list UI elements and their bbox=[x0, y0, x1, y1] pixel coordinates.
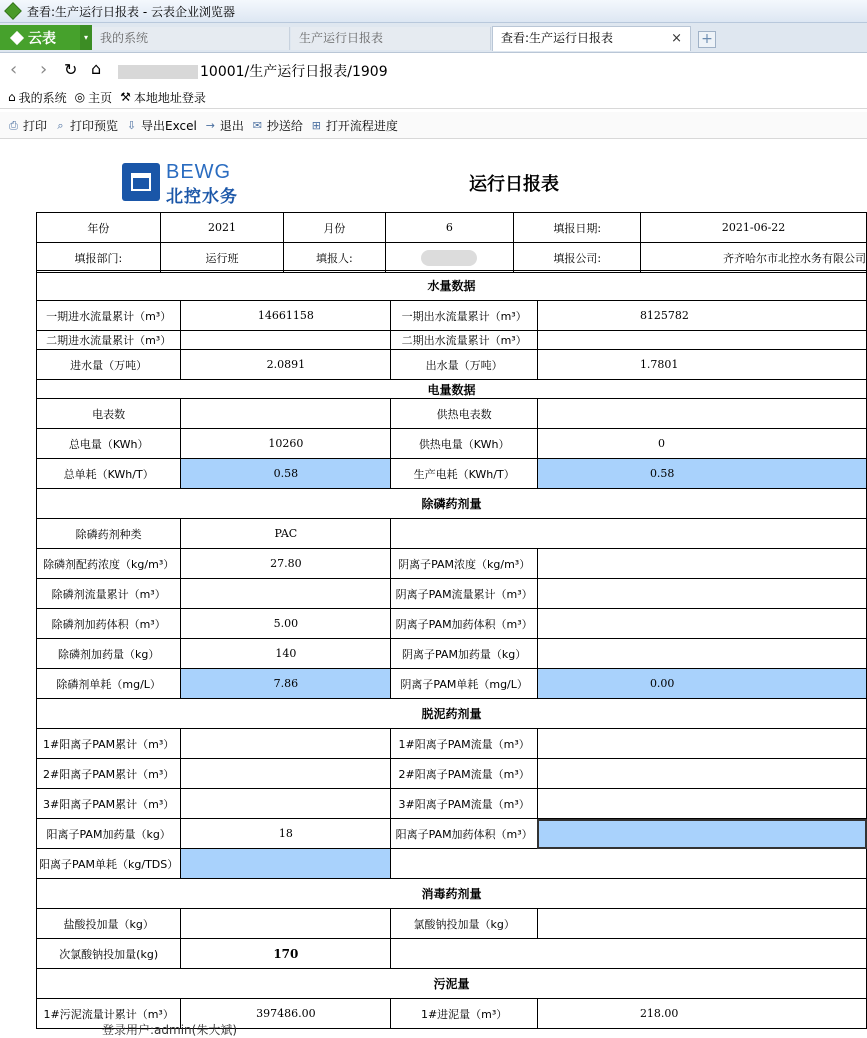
outflow-label: 出水量（万吨） bbox=[391, 350, 538, 380]
power-unit-label: 总单耗（KWh/T） bbox=[37, 459, 181, 489]
table-row bbox=[37, 429, 867, 459]
cpam1-total-value[interactable] bbox=[181, 729, 391, 759]
fav-local-login[interactable] bbox=[120, 89, 206, 106]
globe-icon: ◎ bbox=[74, 90, 86, 104]
water-in1-label: 一期进水流量累计（m³） bbox=[37, 301, 181, 331]
table-row bbox=[37, 639, 867, 669]
cpam-unit-blank bbox=[391, 849, 867, 879]
heat-meter-label: 供热电表数 bbox=[391, 399, 538, 429]
company-value[interactable]: 齐齐哈尔市北控水务有限公司 bbox=[641, 243, 867, 273]
table-row bbox=[37, 699, 867, 729]
preview-label: 打印预览 bbox=[70, 118, 119, 133]
pam-vol-value[interactable] bbox=[537, 609, 866, 639]
sludge-in1-value[interactable]: 218.00 bbox=[537, 999, 866, 1029]
fav-label: 主页 bbox=[88, 90, 113, 105]
cpam2-total-value[interactable] bbox=[181, 759, 391, 789]
cpam3-total-label: 3#阳离子PAM累计（m³） bbox=[37, 789, 181, 819]
person-label: 填报人: bbox=[284, 243, 385, 273]
table-row bbox=[37, 729, 867, 759]
water-in2-value[interactable] bbox=[181, 331, 391, 350]
water-out2-label: 二期出水流量累计（m³） bbox=[391, 331, 538, 350]
person-value[interactable] bbox=[385, 243, 514, 273]
dept-value[interactable]: 运行班 bbox=[160, 243, 284, 273]
table-row bbox=[37, 380, 867, 399]
water-in2-label: 二期进水流量累计（m³） bbox=[37, 331, 181, 350]
table-row bbox=[37, 519, 867, 549]
section-disinfect-title: 消毒药剂量 bbox=[37, 879, 867, 909]
tab-my-system[interactable] bbox=[92, 27, 290, 50]
cpam-unit-label: 阳离子PAM单耗（kg/TDS） bbox=[37, 849, 181, 879]
print-label: 打印 bbox=[23, 118, 48, 133]
logo-text-cn: 北控水务 bbox=[166, 187, 238, 207]
table-row bbox=[37, 399, 867, 429]
inflow-label: 进水量（万吨） bbox=[37, 350, 181, 380]
favorites-bar bbox=[0, 86, 867, 109]
table-row bbox=[37, 789, 867, 819]
sludge-in1-label: 1#进泥量（m³） bbox=[391, 999, 538, 1029]
company-label: 填报公司: bbox=[514, 243, 641, 273]
sludge-flow1-label: 1#污泥流量计累计（m³） bbox=[37, 999, 181, 1029]
print-button[interactable] bbox=[7, 117, 47, 134]
water-out2-value[interactable] bbox=[537, 331, 866, 350]
pam-flow-value[interactable] bbox=[537, 579, 866, 609]
back-icon[interactable]: ‹ bbox=[10, 59, 18, 80]
logo-emblem-icon bbox=[122, 163, 160, 201]
app-logo-icon bbox=[4, 2, 22, 20]
phos-type-value[interactable]: PAC bbox=[181, 519, 391, 549]
address-redacted bbox=[118, 65, 198, 79]
dept-label: 填报部门: bbox=[37, 243, 161, 273]
printer-icon: ⎙ bbox=[9, 118, 18, 132]
navigation-bar bbox=[0, 53, 867, 85]
window-titlebar bbox=[0, 0, 867, 23]
tab-label: 生产运行日报表 bbox=[299, 31, 384, 45]
export-label: 导出Excel bbox=[141, 118, 197, 133]
phos-dose-value[interactable]: 140 bbox=[181, 639, 391, 669]
cpam2-flow-value[interactable] bbox=[537, 759, 866, 789]
table-row bbox=[37, 609, 867, 639]
tab-label: 我的系统 bbox=[100, 31, 149, 45]
table-row bbox=[37, 549, 867, 579]
print-preview-button[interactable] bbox=[54, 117, 118, 134]
phos-conc-value[interactable]: 27.80 bbox=[181, 549, 391, 579]
table-row bbox=[37, 849, 867, 879]
power-prod-value[interactable]: 0.58 bbox=[537, 459, 866, 489]
meter-label: 电表数 bbox=[37, 399, 181, 429]
phos-dose-label: 除磷剂加药量（kg） bbox=[37, 639, 181, 669]
water-out1-value[interactable]: 8125782 bbox=[537, 301, 866, 331]
table-row bbox=[37, 879, 867, 909]
cpam-dose-value[interactable]: 18 bbox=[181, 819, 391, 849]
phos-flow-label: 除磷剂流量累计（m³） bbox=[37, 579, 181, 609]
section-water-title: 水量数据 bbox=[37, 271, 867, 301]
brand-diamond-icon bbox=[10, 30, 24, 44]
report-table bbox=[36, 212, 867, 273]
grid-icon: ⊞ bbox=[311, 118, 321, 132]
magnifier-icon: ⌕ bbox=[57, 118, 64, 132]
section-sludge-agent-title: 脱泥药剂量 bbox=[37, 699, 867, 729]
table-row bbox=[37, 271, 867, 301]
wrench-icon: ⚒ bbox=[120, 90, 131, 104]
cpam3-total-value[interactable] bbox=[181, 789, 391, 819]
send-icon: ✉ bbox=[252, 118, 262, 132]
cpam3-flow-label: 3#阳离子PAM流量（m³） bbox=[391, 789, 538, 819]
table-row bbox=[37, 579, 867, 609]
phos-unit-label: 除磷剂单耗（mg/L） bbox=[37, 669, 181, 699]
fav-home[interactable] bbox=[75, 89, 113, 106]
table-row bbox=[37, 939, 867, 969]
refresh-icon[interactable]: ↻ bbox=[64, 60, 78, 79]
sludge-flow1-value[interactable]: 397486.00 bbox=[181, 999, 391, 1029]
phos-type-label: 除磷药剂种类 bbox=[37, 519, 181, 549]
tab-report[interactable] bbox=[291, 27, 491, 50]
date-value[interactable]: 2021-06-22 bbox=[641, 213, 867, 243]
table-row bbox=[37, 669, 867, 699]
table-row bbox=[37, 243, 867, 273]
exit-label: 退出 bbox=[219, 118, 244, 133]
table-row bbox=[37, 459, 867, 489]
power-heat-value[interactable]: 0 bbox=[537, 429, 866, 459]
cpam3-flow-value[interactable] bbox=[537, 789, 866, 819]
report-title: 运行日报表 bbox=[469, 174, 559, 195]
power-prod-label: 生产电耗（KWh/T） bbox=[391, 459, 538, 489]
table-row bbox=[37, 301, 867, 331]
hypo-blank bbox=[391, 939, 867, 969]
address-text: 10001/生产运行日报表/1909 bbox=[200, 64, 388, 80]
fav-label: 本地地址登录 bbox=[133, 90, 206, 105]
date-label: 填报日期: bbox=[514, 213, 641, 243]
cpam-vol-label: 阳离子PAM加药体积（m³） bbox=[391, 819, 538, 849]
water-out1-label: 一期出水流量累计（m³） bbox=[391, 301, 538, 331]
status-bar-text: 登录用户:admin(朱大斌) bbox=[102, 1023, 238, 1037]
report-content bbox=[0, 139, 867, 1031]
tab-label: 查看:生产运行日报表 bbox=[501, 31, 614, 45]
cpam-vol-value[interactable] bbox=[537, 819, 866, 849]
person-redacted bbox=[421, 250, 477, 266]
phos-flow-value[interactable] bbox=[181, 579, 391, 609]
section-sludge-title: 污泥量 bbox=[37, 969, 867, 999]
phos-vol-value[interactable]: 5.00 bbox=[181, 609, 391, 639]
brand-label: 云表 bbox=[28, 30, 56, 47]
exit-button[interactable] bbox=[204, 117, 244, 134]
year-label: 年份 bbox=[37, 213, 161, 243]
export-excel-button[interactable] bbox=[125, 117, 197, 134]
pam-dose-value[interactable] bbox=[537, 639, 866, 669]
new-tab-icon[interactable]: + bbox=[698, 31, 716, 48]
phos-conc-label: 除磷剂配药浓度（kg/m³） bbox=[37, 549, 181, 579]
month-label: 月份 bbox=[284, 213, 385, 243]
arrow-right-icon: → bbox=[205, 118, 215, 132]
meter-value[interactable] bbox=[181, 399, 391, 429]
pam-flow-label: 阴离子PAM流量累计（m³） bbox=[391, 579, 538, 609]
window-title: 查看:生产运行日报表 - 云表企业浏览器 bbox=[27, 4, 236, 19]
table-row bbox=[37, 489, 867, 519]
section-power-title: 电量数据 bbox=[37, 380, 867, 399]
table-row bbox=[37, 759, 867, 789]
brand-menu-button[interactable] bbox=[0, 25, 80, 50]
power-total-value[interactable]: 10260 bbox=[181, 429, 391, 459]
table-row bbox=[37, 819, 867, 849]
open-flow-button[interactable] bbox=[310, 117, 398, 134]
forward-icon[interactable]: › bbox=[40, 59, 48, 80]
table-row bbox=[37, 213, 867, 243]
tab-bar bbox=[0, 23, 867, 53]
cpam1-total-label: 1#阳离子PAM累计（m³） bbox=[37, 729, 181, 759]
phos-type-blank bbox=[391, 519, 867, 549]
export-icon: ⇩ bbox=[126, 118, 137, 132]
report-toolbar bbox=[0, 112, 867, 139]
power-unit-value[interactable]: 0.58 bbox=[181, 459, 391, 489]
tab-view-report[interactable] bbox=[492, 26, 691, 51]
home-icon: ⌂ bbox=[8, 90, 16, 104]
table-row bbox=[37, 331, 867, 350]
pam-unit-value[interactable]: 0.00 bbox=[537, 669, 866, 699]
address-field[interactable] bbox=[118, 61, 388, 81]
hypo-label: 次氯酸钠投加量(kg) bbox=[37, 939, 181, 969]
pam-unit-label: 阴离子PAM单耗（mg/L） bbox=[391, 669, 538, 699]
pam-vol-label: 阴离子PAM加药体积（m³） bbox=[391, 609, 538, 639]
company-logo bbox=[122, 161, 246, 207]
home-icon[interactable]: ⌂ bbox=[91, 59, 102, 78]
hcl-value[interactable] bbox=[181, 909, 391, 939]
cpam2-total-label: 2#阳离子PAM累计（m³） bbox=[37, 759, 181, 789]
year-value[interactable]: 2021 bbox=[160, 213, 284, 243]
pam-conc-label: 阴离子PAM浓度（kg/m³） bbox=[391, 549, 538, 579]
hypo-value[interactable]: 170 bbox=[181, 939, 391, 969]
cpam2-flow-label: 2#阳离子PAM流量（m³） bbox=[391, 759, 538, 789]
chlorate-value[interactable] bbox=[537, 909, 866, 939]
heat-meter-value[interactable] bbox=[537, 399, 866, 429]
brand-dropdown-icon[interactable]: ▾ bbox=[80, 25, 92, 50]
logo-text-en: BEWG bbox=[166, 161, 232, 183]
send-copy-button[interactable] bbox=[251, 117, 303, 134]
month-value[interactable]: 6 bbox=[385, 213, 514, 243]
table-row bbox=[37, 350, 867, 380]
report-table-body bbox=[36, 270, 867, 1029]
pam-dose-label: 阴离子PAM加药量（kg） bbox=[391, 639, 538, 669]
section-phos-title: 除磷药剂量 bbox=[37, 489, 867, 519]
cpam-unit-value[interactable] bbox=[181, 849, 391, 879]
table-row bbox=[37, 969, 867, 999]
chlorate-label: 氯酸钠投加量（kg） bbox=[391, 909, 538, 939]
flow-label: 打开流程进度 bbox=[325, 118, 398, 133]
hcl-label: 盐酸投加量（kg） bbox=[37, 909, 181, 939]
pam-conc-value[interactable] bbox=[537, 549, 866, 579]
cpam1-flow-value[interactable] bbox=[537, 729, 866, 759]
fav-label: 我的系统 bbox=[18, 90, 67, 105]
send-label: 抄送给 bbox=[266, 118, 303, 133]
outflow-value[interactable]: 1.7801 bbox=[537, 350, 866, 380]
water-in1-value[interactable]: 14661158 bbox=[181, 301, 391, 331]
cpam1-flow-label: 1#阳离子PAM流量（m³） bbox=[391, 729, 538, 759]
table-row bbox=[37, 909, 867, 939]
power-total-label: 总电量（KWh） bbox=[37, 429, 181, 459]
close-tab-icon[interactable]: × bbox=[671, 31, 682, 46]
power-heat-label: 供热电量（KWh） bbox=[391, 429, 538, 459]
fav-my-system[interactable] bbox=[8, 89, 67, 106]
cpam-dose-label: 阳离子PAM加药量（kg） bbox=[37, 819, 181, 849]
phos-unit-value[interactable]: 7.86 bbox=[181, 669, 391, 699]
inflow-value[interactable]: 2.0891 bbox=[181, 350, 391, 380]
phos-vol-label: 除磷剂加药体积（m³） bbox=[37, 609, 181, 639]
